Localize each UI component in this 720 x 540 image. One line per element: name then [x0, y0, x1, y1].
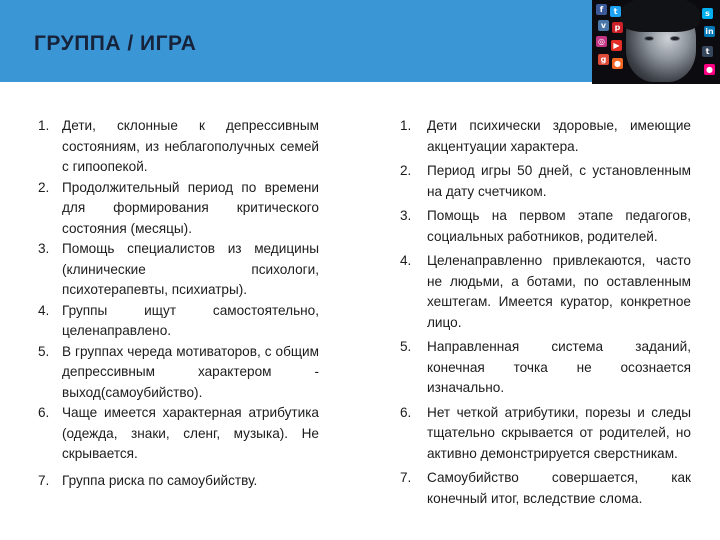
- left-column-group: [38, 116, 319, 491]
- item-text: Целенаправленно привлекаются, часто не людьми, а ботами, по оставленным хештегам. Имеется куратор, конкретное лицо.: [427, 253, 691, 330]
- facebook-icon: f: [596, 4, 607, 15]
- item-number: 4.: [400, 253, 412, 268]
- pinterest-icon: p: [612, 22, 623, 33]
- item-text: Направленная система заданий, конечная точка не осознается изначально.: [427, 339, 691, 395]
- youtube-icon: ▶: [611, 40, 622, 51]
- item-number: 5.: [400, 339, 412, 354]
- vk-icon: v: [598, 20, 609, 31]
- item-text: Продолжительный период по времени для формирования критического состояния (месяцы).: [62, 179, 319, 236]
- skype-icon: s: [702, 8, 713, 19]
- item-number: 4.: [38, 302, 50, 318]
- list-item: [38, 178, 319, 240]
- google-plus-icon: g: [598, 54, 609, 65]
- linkedin-icon: in: [705, 27, 714, 36]
- instagram-icon: ◎: [596, 36, 607, 47]
- item-text: Помощь специалистов из медицины (клинические психологи, психотерапевты, психиатры).: [62, 241, 319, 297]
- tumblr-icon: t: [702, 46, 713, 57]
- item-number: 7.: [38, 472, 50, 488]
- item-text: Самоубийство совершается, как конечный итог, вследствие слома.: [427, 470, 691, 506]
- item-number: 2.: [400, 163, 412, 178]
- list-item: [400, 206, 691, 247]
- item-number: 3.: [38, 241, 50, 256]
- list-item: [38, 301, 319, 342]
- item-text: Дети психически здоровые, имеющие акцентуации характера.: [427, 118, 691, 154]
- item-number: 1.: [400, 118, 412, 133]
- hair-shape: [620, 0, 700, 32]
- item-number: 3.: [400, 208, 412, 223]
- left-eye: [644, 36, 654, 41]
- item-text: Период игры 50 дней, с установленным на дату счетчиком.: [427, 163, 691, 199]
- item-text: Помощь на первом этапе педагогов, социальных работников, родителей.: [427, 208, 691, 244]
- list-item: [400, 161, 691, 202]
- flickr-icon: ●: [704, 64, 715, 75]
- list-item: [400, 403, 691, 465]
- list-item: [400, 337, 691, 399]
- item-text: Группы ищут самостоятельно, целенаправлено.: [62, 302, 319, 338]
- item-text: В группах череда мотиваторов, с общим депрессивным характером - выход(самоубийство).: [62, 343, 319, 400]
- item-number: 6.: [400, 404, 412, 420]
- list-item: [38, 239, 319, 301]
- item-text: Нет четкой атрибутики, порезы и следы тщательно скрывается от родителей, но активно демонстрируется сверстникам.: [427, 404, 691, 461]
- item-number: 5.: [38, 343, 50, 359]
- list-item: [38, 116, 319, 178]
- list-item: [400, 468, 691, 509]
- item-number: 7.: [400, 470, 412, 485]
- item-number: 1.: [38, 118, 50, 133]
- right-column-game: [400, 116, 691, 509]
- item-text: Группа риска по самоубийству.: [62, 472, 258, 488]
- list-item: [38, 471, 319, 492]
- header-image-collage: [592, 0, 720, 84]
- list-item: [400, 116, 691, 157]
- list-item: [38, 403, 319, 465]
- item-number: 6.: [38, 405, 50, 420]
- rss-icon: ●: [612, 58, 623, 69]
- right-eye: [670, 36, 680, 41]
- item-text: Дети, склонные к депрессивным состояниям, из неблагополучных семей с гипоопекой.: [62, 118, 319, 174]
- list-item: [400, 251, 691, 333]
- item-text: Чаще имеется характерная атрибутика (одежда, знаки, сленг, музыка). Не скрывается.: [62, 405, 319, 461]
- item-number: 2.: [38, 179, 50, 195]
- list-item: [38, 342, 319, 404]
- slide-title: ГРУППА / ИГРА: [34, 32, 197, 55]
- twitter-icon: t: [610, 6, 621, 17]
